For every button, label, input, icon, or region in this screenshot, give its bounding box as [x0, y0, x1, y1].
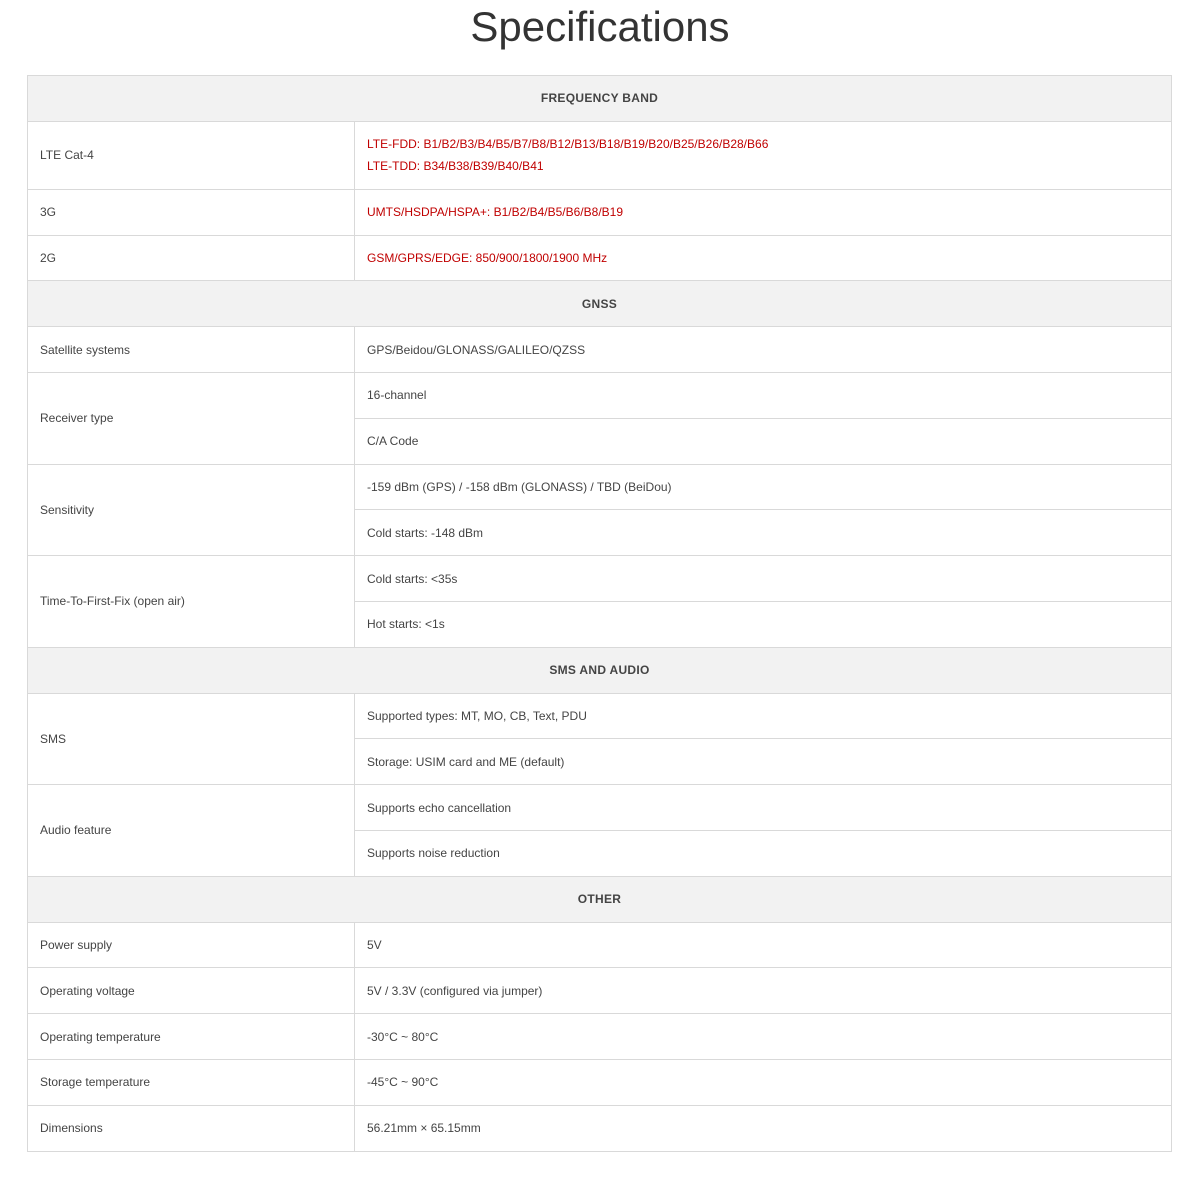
spec-label: Sensitivity — [28, 464, 355, 556]
section-header-gnss — [28, 281, 1172, 327]
table-row — [28, 121, 1172, 189]
table-row — [28, 968, 1172, 1014]
table-row — [28, 785, 1172, 831]
spec-value — [355, 121, 1172, 189]
spec-value: UMTS/HSDPA/HSPA+: B1/B2/B4/B5/B6/B8/B19 — [355, 189, 1172, 235]
page-title: Specifications — [470, 3, 730, 50]
spec-label: LTE Cat-4 — [28, 121, 355, 189]
spec-value: Storage: USIM card and ME (default) — [355, 739, 1172, 785]
spec-label: Receiver type — [28, 372, 355, 464]
spec-label: Time-To-First-Fix (open air) — [28, 556, 355, 648]
spec-value: -159 dBm (GPS) / -158 dBm (GLONASS) / TBD (BeiDou) — [355, 464, 1172, 510]
spec-label: Operating temperature — [28, 1014, 355, 1060]
table-row — [28, 693, 1172, 739]
spec-label: Dimensions — [28, 1105, 355, 1151]
spec-value: 56.21mm × 65.15mm — [355, 1105, 1172, 1151]
table-row — [28, 372, 1172, 418]
section-header-sms-and-audio — [28, 647, 1172, 693]
spec-label: Storage temperature — [28, 1059, 355, 1105]
spec-value: 5V — [355, 922, 1172, 968]
table-row — [28, 1014, 1172, 1060]
section-title: SMS AND AUDIO — [28, 647, 1172, 693]
section-title: GNSS — [28, 281, 1172, 327]
table-row — [28, 922, 1172, 968]
spec-value: Supports echo cancellation — [355, 785, 1172, 831]
spec-value: Hot starts: <1s — [355, 601, 1172, 647]
spec-value: -45°C ~ 90°C — [355, 1059, 1172, 1105]
section-header-other — [28, 876, 1172, 922]
section-title: OTHER — [28, 876, 1172, 922]
spec-label: 3G — [28, 189, 355, 235]
section-title: FREQUENCY BAND — [28, 76, 1172, 122]
spec-label: Power supply — [28, 922, 355, 968]
spec-label: 2G — [28, 235, 355, 281]
spec-value: Cold starts: <35s — [355, 556, 1172, 602]
table-row — [28, 556, 1172, 602]
spec-value: Supported types: MT, MO, CB, Text, PDU — [355, 693, 1172, 739]
table-row — [28, 1059, 1172, 1105]
lte-fdd-bands: LTE-FDD: B1/B2/B3/B4/B5/B7/B8/B12/B13/B18/B19/B20/B25/B26/B28/B66 — [367, 137, 769, 152]
spec-value: C/A Code — [355, 418, 1172, 464]
spec-value: 5V / 3.3V (configured via jumper) — [355, 968, 1172, 1014]
spec-label: Audio feature — [28, 785, 355, 877]
spec-value: 16-channel — [355, 372, 1172, 418]
spec-label: Satellite systems — [28, 327, 355, 373]
table-row — [28, 327, 1172, 373]
spec-value: -30°C ~ 80°C — [355, 1014, 1172, 1060]
spec-value: Cold starts: -148 dBm — [355, 510, 1172, 556]
specifications-table — [27, 75, 1172, 1152]
table-row — [28, 189, 1172, 235]
table-row — [28, 464, 1172, 510]
spec-value: GPS/Beidou/GLONASS/GALILEO/QZSS — [355, 327, 1172, 373]
spec-value: Supports noise reduction — [355, 830, 1172, 876]
section-header-frequency-band — [28, 76, 1172, 122]
spec-value: GSM/GPRS/EDGE: 850/900/1800/1900 MHz — [355, 235, 1172, 281]
table-row — [28, 1105, 1172, 1151]
spec-label: Operating voltage — [28, 968, 355, 1014]
spec-label: SMS — [28, 693, 355, 785]
table-row — [28, 235, 1172, 281]
lte-tdd-bands: LTE-TDD: B34/B38/B39/B40/B41 — [367, 159, 544, 174]
